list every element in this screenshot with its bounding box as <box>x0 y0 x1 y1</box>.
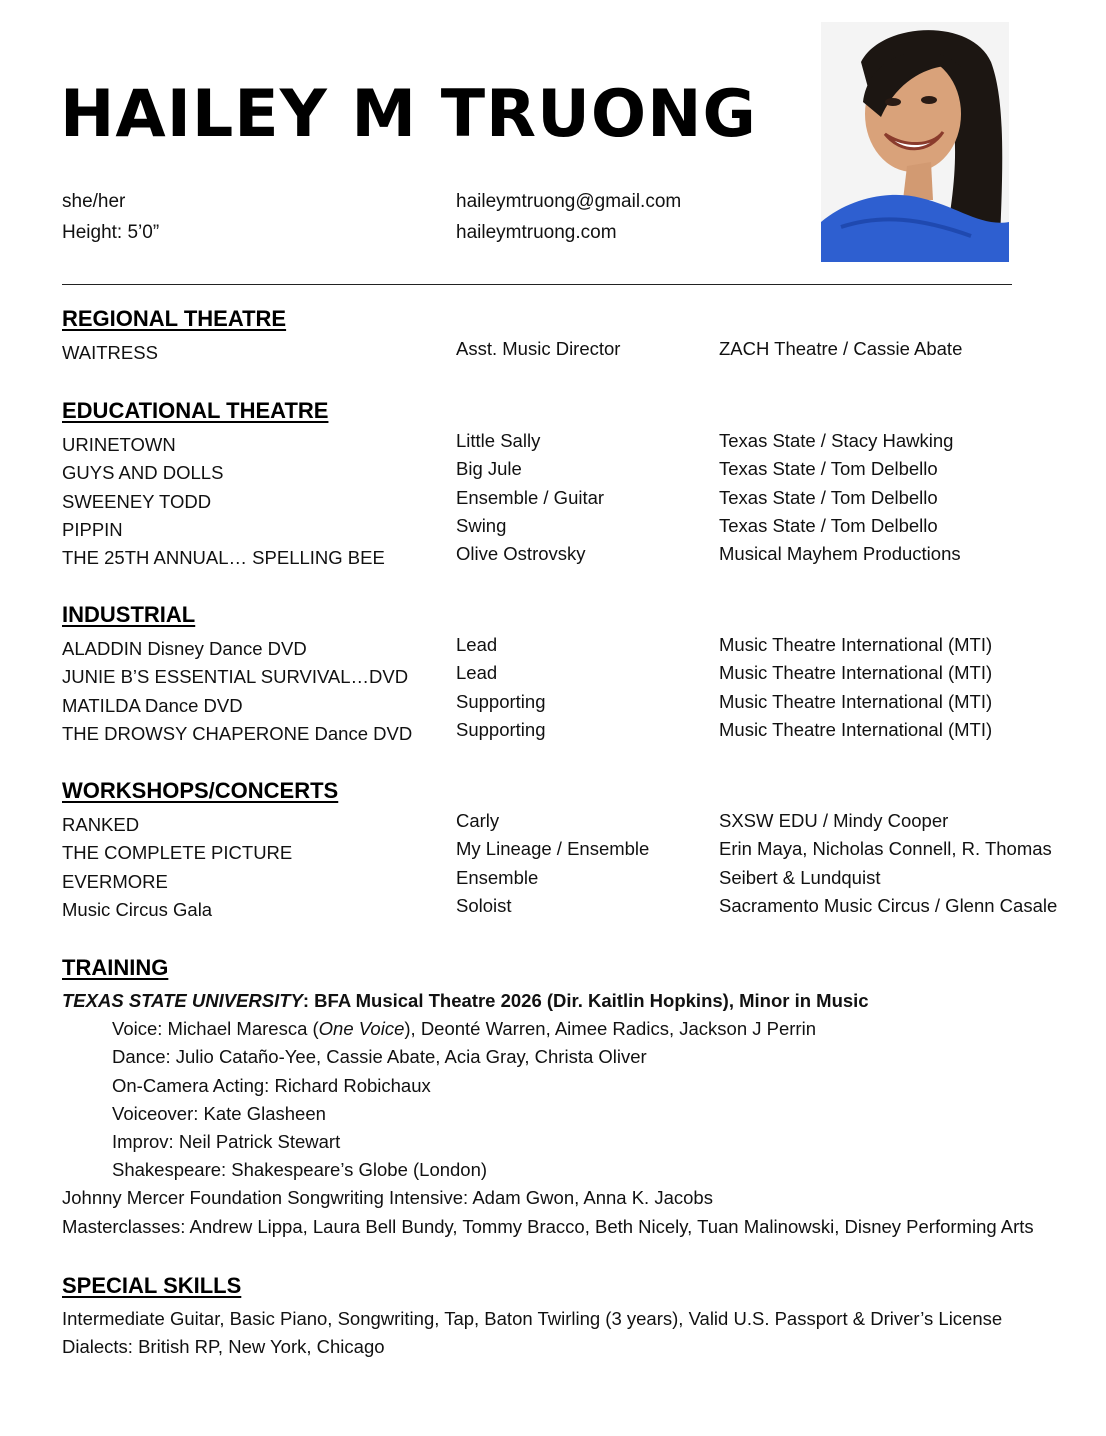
training-line: Masterclasses: Andrew Lippa, Laura Bell Bundy, Tommy Bracco, Beth Nicely, Tuan Malinowski, Disney Performing Arts <box>62 1215 1034 1237</box>
contact-info <box>456 186 681 248</box>
credit-row <box>62 867 1062 895</box>
credit-show: Music Circus Gala <box>62 898 213 920</box>
credit-company: Music Theatre International (MTI) <box>719 690 993 712</box>
credit-role: Supporting <box>456 718 546 740</box>
industrial-section <box>62 601 1062 747</box>
section-heading: EDUCATIONAL THEATRE <box>62 398 329 423</box>
credit-role: Swing <box>456 514 507 536</box>
headshot-photo <box>821 22 1009 262</box>
credit-role: Little Sally <box>456 430 541 451</box>
credit-show: GUYS AND DOLLS <box>62 462 224 484</box>
credit-company: Music Theatre International (MTI) <box>719 634 993 655</box>
credit-company: Texas State / Tom Delbello <box>719 458 938 480</box>
credit-row <box>62 338 1062 366</box>
credit-row <box>62 430 1062 458</box>
skills-line: Dialects: British RP, New York, Chicago <box>62 1336 385 1358</box>
credit-show: MATILDA Dance DVD <box>62 694 243 716</box>
credit-show: SWEENEY TODD <box>62 490 212 512</box>
credit-row <box>62 662 1062 690</box>
credit-row <box>62 719 1062 747</box>
credit-role: Ensemble / Guitar <box>456 486 605 508</box>
email-link[interactable]: haileymtruong@gmail.com <box>456 191 682 212</box>
training-line: Dance: Julio Cataño-Yee, Cassie Abate, Acia Gray, Christa Oliver <box>112 1046 647 1068</box>
skills-line: Intermediate Guitar, Basic Piano, Songwriting, Tap, Baton Twirling (3 years), Valid U.S. Passport & Driver’s License <box>62 1308 1003 1329</box>
credit-role: Olive Ostrovsky <box>456 543 586 565</box>
credit-row <box>62 691 1062 719</box>
website-link[interactable]: haileymtruong.com <box>456 222 617 243</box>
section-heading: SPECIAL SKILLS <box>62 1273 242 1298</box>
section-heading: WORKSHOPS/CONCERTS <box>62 778 339 803</box>
credit-company: Texas State / Tom Delbello <box>719 486 938 508</box>
training-section <box>62 954 1062 1241</box>
regional-theatre-section <box>62 305 1062 366</box>
credit-company: ZACH Theatre / Cassie Abate <box>719 338 963 359</box>
credit-company: Seibert & Lundquist <box>719 866 881 888</box>
training-voice <box>62 1015 1062 1043</box>
credit-show: JUNIE B’S ESSENTIAL SURVIVAL…DVD <box>62 666 409 688</box>
credit-row <box>62 543 1062 571</box>
training-line: Voiceover: Kate Glasheen <box>112 1102 326 1124</box>
training-line: Improv: Neil Patrick Stewart <box>112 1131 341 1153</box>
headshot-illustration <box>821 22 1009 262</box>
pronouns: she/her <box>62 191 126 212</box>
credit-show: THE 25TH ANNUAL… SPELLING BEE <box>62 547 385 569</box>
credit-row <box>62 895 1062 923</box>
credit-role: Lead <box>456 662 498 684</box>
credit-role: Soloist <box>456 894 512 916</box>
credit-company: Sacramento Music Circus / Glenn Casale <box>719 894 1058 916</box>
credit-role: Carly <box>456 810 500 831</box>
educational-theatre-section <box>62 397 1062 571</box>
credit-row <box>62 634 1062 662</box>
credit-show: URINETOWN <box>62 434 176 455</box>
voice-suffix: ), Deonté Warren, Aimee Radics, Jackson J Perrin <box>404 1018 816 1040</box>
section-heading: TRAINING <box>62 955 169 980</box>
credit-row <box>62 487 1062 515</box>
credit-row <box>62 838 1062 866</box>
credit-show: PIPPIN <box>62 518 123 540</box>
training-line: On-Camera Acting: Richard Robichaux <box>112 1074 431 1096</box>
training-line: Johnny Mercer Foundation Songwriting Intensive: Adam Gwon, Anna K. Jacobs <box>62 1187 713 1209</box>
resume-name: HAILEY M TRUONG <box>60 77 757 152</box>
credit-row <box>62 458 1062 486</box>
personal-info <box>62 186 159 248</box>
workshops-concerts-section <box>62 777 1062 923</box>
credit-company: Erin Maya, Nicholas Connell, R. Thomas <box>719 838 1052 860</box>
credit-company: Music Theatre International (MTI) <box>719 662 993 684</box>
credit-company: Texas State / Stacy Hawking <box>719 430 954 451</box>
credit-role: Supporting <box>456 690 546 712</box>
credit-show: RANKED <box>62 814 140 835</box>
credit-role: Big Jule <box>456 458 522 480</box>
special-skills-section <box>62 1272 1062 1361</box>
credit-show: THE COMPLETE PICTURE <box>62 842 293 864</box>
section-heading: INDUSTRIAL <box>62 602 196 627</box>
training-line: Shakespeare: Shakespeare’s Globe (London) <box>112 1159 488 1181</box>
training-school <box>62 987 1062 1015</box>
credit-role: Lead <box>456 634 498 655</box>
credit-row <box>62 810 1062 838</box>
school-name: TEXAS STATE UNIVERSITY <box>62 990 303 1011</box>
credit-company: Musical Mayhem Productions <box>719 543 961 565</box>
credit-company: SXSW EDU / Mindy Cooper <box>719 810 949 831</box>
credit-show: WAITRESS <box>62 342 158 363</box>
credit-role: Ensemble <box>456 866 539 888</box>
credit-company: Music Theatre International (MTI) <box>719 718 993 740</box>
credit-role: My Lineage / Ensemble <box>456 838 650 860</box>
credit-show: ALADDIN Disney Dance DVD <box>62 638 307 659</box>
credit-show: EVERMORE <box>62 870 168 892</box>
voice-italic: One Voice <box>318 1018 405 1040</box>
voice-prefix: Voice: Michael Maresca ( <box>112 1018 319 1040</box>
header-divider <box>62 284 1012 285</box>
credit-role: Asst. Music Director <box>456 338 621 359</box>
credit-show: THE DROWSY CHAPERONE Dance DVD <box>62 722 413 744</box>
school-detail: : BFA Musical Theatre 2026 (Dir. Kaitlin Hopkins), Minor in Music <box>302 990 869 1011</box>
credit-company: Texas State / Tom Delbello <box>719 514 938 536</box>
height: Height: 5’0” <box>62 222 160 243</box>
section-heading: REGIONAL THEATRE <box>62 306 287 331</box>
credit-row <box>62 515 1062 543</box>
